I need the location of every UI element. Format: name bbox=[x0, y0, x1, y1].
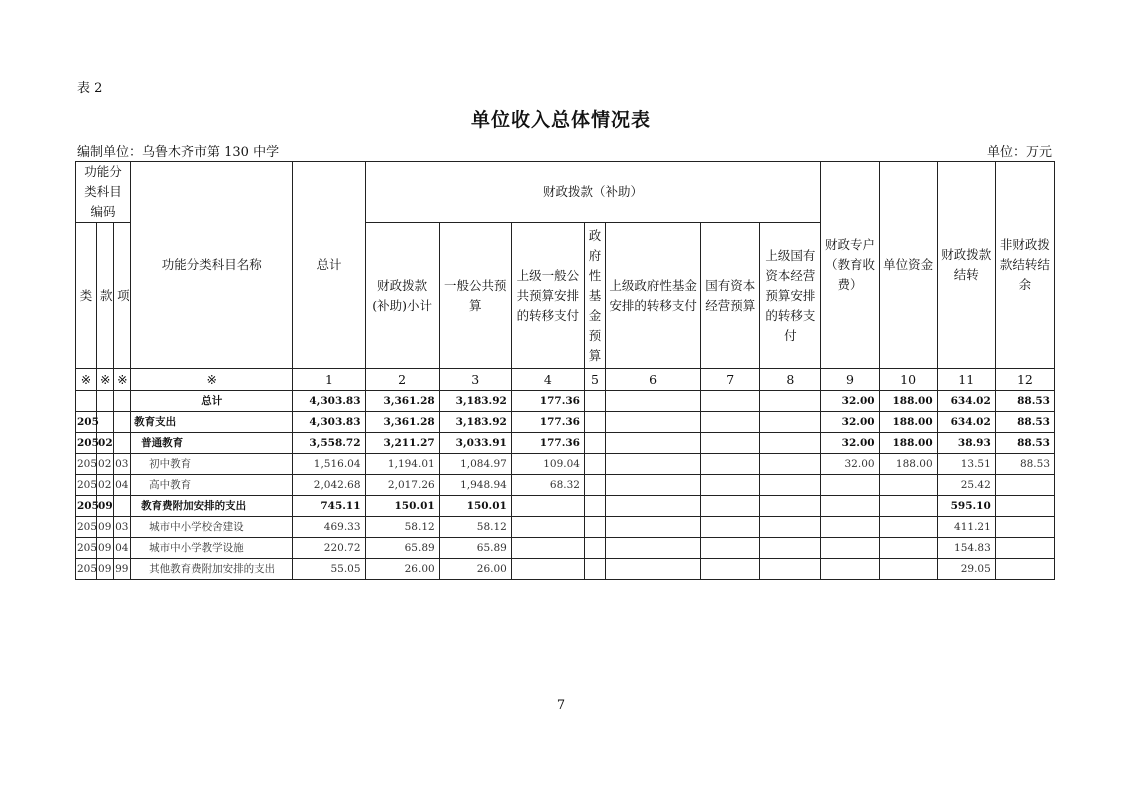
header-general-budget: 一般公共预算 bbox=[439, 223, 511, 369]
row-code-cat: 205 bbox=[76, 559, 97, 580]
row-code-xiang bbox=[114, 496, 131, 517]
row-value-c10 bbox=[879, 559, 937, 580]
row-code-cat: 205 bbox=[76, 454, 97, 475]
table-row bbox=[76, 412, 1055, 433]
row-code-xiang: 03 bbox=[114, 454, 131, 475]
row-value-c3: 3,033.91 bbox=[439, 433, 511, 454]
row-value-c6 bbox=[606, 412, 701, 433]
row-value-c2: 3,361.28 bbox=[365, 412, 439, 433]
table-row bbox=[76, 454, 1055, 475]
header-func-code: 功能分类科目编码 bbox=[76, 162, 131, 223]
unit-label: 单位：万元 bbox=[986, 145, 1052, 160]
row-value-c1: 3,558.72 bbox=[293, 433, 365, 454]
column-number-cell: 1 bbox=[293, 369, 365, 391]
row-value-c9: 32.00 bbox=[821, 391, 879, 412]
header-func-name: 功能分类科目名称 bbox=[131, 162, 293, 369]
column-number-cell: 3 bbox=[439, 369, 511, 391]
row-code-kuan: 09 bbox=[97, 559, 114, 580]
row-name: 其他教育费附加安排的支出 bbox=[131, 559, 293, 580]
row-name: 城市中小学教学设施 bbox=[131, 538, 293, 559]
header-gov-fund: 政府性基金预算 bbox=[584, 223, 605, 369]
row-value-c1: 469.33 bbox=[293, 517, 365, 538]
row-value-c7 bbox=[701, 496, 760, 517]
row-value-c5 bbox=[584, 433, 605, 454]
row-value-c8 bbox=[760, 454, 821, 475]
row-name: 普通教育 bbox=[131, 433, 293, 454]
row-value-c1: 55.05 bbox=[293, 559, 365, 580]
row-value-c6 bbox=[606, 454, 701, 475]
row-value-c9 bbox=[821, 517, 879, 538]
row-value-c8 bbox=[760, 475, 821, 496]
row-value-c7 bbox=[701, 391, 760, 412]
row-code-cat: 205 bbox=[76, 433, 97, 454]
row-value-c11: 154.83 bbox=[937, 538, 995, 559]
row-value-c12 bbox=[995, 496, 1054, 517]
page-title: 单位收入总体情况表 bbox=[470, 109, 651, 131]
row-code-cat: 205 bbox=[76, 517, 97, 538]
page-number: 7 bbox=[556, 698, 566, 713]
header-kuan: 款 bbox=[97, 223, 114, 369]
row-value-c11: 29.05 bbox=[937, 559, 995, 580]
row-value-c11: 38.93 bbox=[937, 433, 995, 454]
column-number-cell: ※ bbox=[97, 369, 114, 391]
row-value-c2: 65.89 bbox=[365, 538, 439, 559]
row-value-c12: 88.53 bbox=[995, 454, 1054, 475]
row-value-c12 bbox=[995, 538, 1054, 559]
row-value-c8 bbox=[760, 412, 821, 433]
row-value-c9 bbox=[821, 538, 879, 559]
row-value-c10 bbox=[879, 538, 937, 559]
row-value-c9: 32.00 bbox=[821, 433, 879, 454]
row-value-c5 bbox=[584, 517, 605, 538]
row-value-c9: 32.00 bbox=[821, 412, 879, 433]
row-value-c4 bbox=[511, 538, 584, 559]
row-code-xiang bbox=[114, 433, 131, 454]
row-value-c12: 88.53 bbox=[995, 391, 1054, 412]
column-number-cell: 4 bbox=[511, 369, 584, 391]
row-value-c2: 150.01 bbox=[365, 496, 439, 517]
row-value-c9 bbox=[821, 559, 879, 580]
row-value-c3: 150.01 bbox=[439, 496, 511, 517]
row-value-c10 bbox=[879, 496, 937, 517]
row-value-c3: 26.00 bbox=[439, 559, 511, 580]
row-value-c5 bbox=[584, 412, 605, 433]
row-value-c4: 177.36 bbox=[511, 412, 584, 433]
row-value-c2: 26.00 bbox=[365, 559, 439, 580]
row-value-c4: 177.36 bbox=[511, 391, 584, 412]
row-code-xiang bbox=[114, 391, 131, 412]
table-row bbox=[76, 391, 1055, 412]
row-value-c12 bbox=[995, 559, 1054, 580]
column-number-cell: 2 bbox=[365, 369, 439, 391]
table-row bbox=[76, 538, 1055, 559]
row-value-c10: 188.00 bbox=[879, 412, 937, 433]
row-value-c4 bbox=[511, 559, 584, 580]
column-number-cell: 10 bbox=[879, 369, 937, 391]
row-value-c11: 25.42 bbox=[937, 475, 995, 496]
row-value-c10: 188.00 bbox=[879, 433, 937, 454]
row-value-c12 bbox=[995, 517, 1054, 538]
row-code-kuan: 09 bbox=[97, 517, 114, 538]
row-value-c12: 88.53 bbox=[995, 412, 1054, 433]
column-number-cell: ※ bbox=[114, 369, 131, 391]
row-code-cat: 205 bbox=[76, 538, 97, 559]
header-fiscal-group: 财政拨款（补助） bbox=[365, 162, 821, 223]
header-state-capital: 国有资本经营预算 bbox=[701, 223, 760, 369]
header-fiscal-subtotal: 财政拨款(补助)小计 bbox=[365, 223, 439, 369]
row-value-c8 bbox=[760, 433, 821, 454]
row-value-c3: 58.12 bbox=[439, 517, 511, 538]
row-code-kuan: 02 bbox=[97, 433, 114, 454]
column-number-cell: 11 bbox=[937, 369, 995, 391]
row-code-kuan bbox=[97, 412, 114, 433]
row-value-c11: 634.02 bbox=[937, 391, 995, 412]
row-value-c10: 188.00 bbox=[879, 391, 937, 412]
row-value-c4 bbox=[511, 496, 584, 517]
org-label: 编制单位：乌鲁木齐市第 130 中学 bbox=[77, 145, 280, 160]
table-body bbox=[76, 391, 1055, 580]
row-value-c4 bbox=[511, 517, 584, 538]
row-value-c6 bbox=[606, 517, 701, 538]
column-number-cell: 12 bbox=[995, 369, 1054, 391]
header-total: 总计 bbox=[293, 162, 365, 369]
row-value-c1: 4,303.83 bbox=[293, 412, 365, 433]
header-unit-funds: 单位资金 bbox=[879, 162, 937, 369]
row-value-c6 bbox=[606, 433, 701, 454]
row-value-c1: 2,042.68 bbox=[293, 475, 365, 496]
row-value-c5 bbox=[584, 454, 605, 475]
row-value-c2: 58.12 bbox=[365, 517, 439, 538]
table-label: 表 2 bbox=[77, 81, 103, 96]
column-number-cell: 5 bbox=[584, 369, 605, 391]
header-xiang: 项 bbox=[114, 223, 131, 369]
row-value-c4: 68.32 bbox=[511, 475, 584, 496]
row-value-c2: 3,361.28 bbox=[365, 391, 439, 412]
row-value-c6 bbox=[606, 538, 701, 559]
row-code-xiang: 04 bbox=[114, 475, 131, 496]
row-value-c3: 65.89 bbox=[439, 538, 511, 559]
column-number-cell: 7 bbox=[701, 369, 760, 391]
column-number-cell: ※ bbox=[76, 369, 97, 391]
row-value-c11: 411.21 bbox=[937, 517, 995, 538]
column-number-cell: ※ bbox=[131, 369, 293, 391]
table-row bbox=[76, 559, 1055, 580]
row-value-c8 bbox=[760, 496, 821, 517]
row-code-cat: 205 bbox=[76, 475, 97, 496]
row-value-c7 bbox=[701, 412, 760, 433]
row-code-kuan: 02 bbox=[97, 475, 114, 496]
row-value-c6 bbox=[606, 496, 701, 517]
row-value-c1: 1,516.04 bbox=[293, 454, 365, 475]
row-value-c9 bbox=[821, 496, 879, 517]
row-name: 教育支出 bbox=[131, 412, 293, 433]
row-value-c5 bbox=[584, 559, 605, 580]
row-value-c11: 13.51 bbox=[937, 454, 995, 475]
row-value-c1: 745.11 bbox=[293, 496, 365, 517]
header-upper-state-transfer: 上级国有资本经营预算安排的转移支付 bbox=[760, 223, 821, 369]
row-value-c4: 109.04 bbox=[511, 454, 584, 475]
column-number-cell: 9 bbox=[821, 369, 879, 391]
row-name: 总计 bbox=[131, 391, 293, 412]
row-value-c5 bbox=[584, 391, 605, 412]
row-value-c7 bbox=[701, 517, 760, 538]
row-code-kuan bbox=[97, 391, 114, 412]
header-cat: 类 bbox=[76, 223, 97, 369]
row-value-c5 bbox=[584, 475, 605, 496]
header-special-fiscal: 财政专户（教育收费） bbox=[821, 162, 879, 369]
row-value-c1: 220.72 bbox=[293, 538, 365, 559]
row-value-c7 bbox=[701, 475, 760, 496]
column-number-cell: 8 bbox=[760, 369, 821, 391]
row-code-xiang: 03 bbox=[114, 517, 131, 538]
row-value-c10: 188.00 bbox=[879, 454, 937, 475]
row-code-kuan: 02 bbox=[97, 454, 114, 475]
row-code-cat: 205 bbox=[76, 412, 97, 433]
row-value-c3: 3,183.92 bbox=[439, 391, 511, 412]
row-value-c4: 177.36 bbox=[511, 433, 584, 454]
row-value-c9: 32.00 bbox=[821, 454, 879, 475]
row-value-c10 bbox=[879, 517, 937, 538]
income-table bbox=[75, 161, 1055, 580]
row-code-xiang bbox=[114, 412, 131, 433]
table-row bbox=[76, 475, 1055, 496]
row-value-c9 bbox=[821, 475, 879, 496]
row-value-c10 bbox=[879, 475, 937, 496]
header-nonfiscal-carryover: 非财政拨款结转结余 bbox=[995, 162, 1054, 369]
row-value-c8 bbox=[760, 391, 821, 412]
row-code-xiang: 04 bbox=[114, 538, 131, 559]
row-value-c2: 1,194.01 bbox=[365, 454, 439, 475]
row-value-c8 bbox=[760, 517, 821, 538]
row-value-c1: 4,303.83 bbox=[293, 391, 365, 412]
row-value-c5 bbox=[584, 538, 605, 559]
row-value-c6 bbox=[606, 559, 701, 580]
row-value-c11: 595.10 bbox=[937, 496, 995, 517]
row-value-c2: 3,211.27 bbox=[365, 433, 439, 454]
row-value-c6 bbox=[606, 475, 701, 496]
row-value-c7 bbox=[701, 433, 760, 454]
row-name: 教育费附加安排的支出 bbox=[131, 496, 293, 517]
table-row bbox=[76, 433, 1055, 454]
row-value-c3: 1,084.97 bbox=[439, 454, 511, 475]
row-code-cat bbox=[76, 391, 97, 412]
row-value-c3: 1,948.94 bbox=[439, 475, 511, 496]
row-value-c2: 2,017.26 bbox=[365, 475, 439, 496]
row-name: 高中教育 bbox=[131, 475, 293, 496]
header-upper-general-transfer: 上级一般公共预算安排的转移支付 bbox=[511, 223, 584, 369]
row-value-c6 bbox=[606, 391, 701, 412]
row-value-c7 bbox=[701, 538, 760, 559]
numbering-row bbox=[76, 369, 1055, 391]
row-code-kuan: 09 bbox=[97, 538, 114, 559]
row-code-kuan: 09 bbox=[97, 496, 114, 517]
row-value-c8 bbox=[760, 538, 821, 559]
row-value-c7 bbox=[701, 454, 760, 475]
column-number-cell: 6 bbox=[606, 369, 701, 391]
row-code-cat: 205 bbox=[76, 496, 97, 517]
row-value-c11: 634.02 bbox=[937, 412, 995, 433]
row-name: 城市中小学校舍建设 bbox=[131, 517, 293, 538]
row-value-c7 bbox=[701, 559, 760, 580]
header-fiscal-carryover: 财政拨款结转 bbox=[937, 162, 995, 369]
row-value-c12 bbox=[995, 475, 1054, 496]
row-name: 初中教育 bbox=[131, 454, 293, 475]
row-value-c8 bbox=[760, 559, 821, 580]
row-value-c3: 3,183.92 bbox=[439, 412, 511, 433]
row-value-c5 bbox=[584, 496, 605, 517]
header-upper-fund-transfer: 上级政府性基金安排的转移支付 bbox=[606, 223, 701, 369]
row-value-c12: 88.53 bbox=[995, 433, 1054, 454]
table-row bbox=[76, 517, 1055, 538]
row-code-xiang: 99 bbox=[114, 559, 131, 580]
table-row bbox=[76, 496, 1055, 517]
